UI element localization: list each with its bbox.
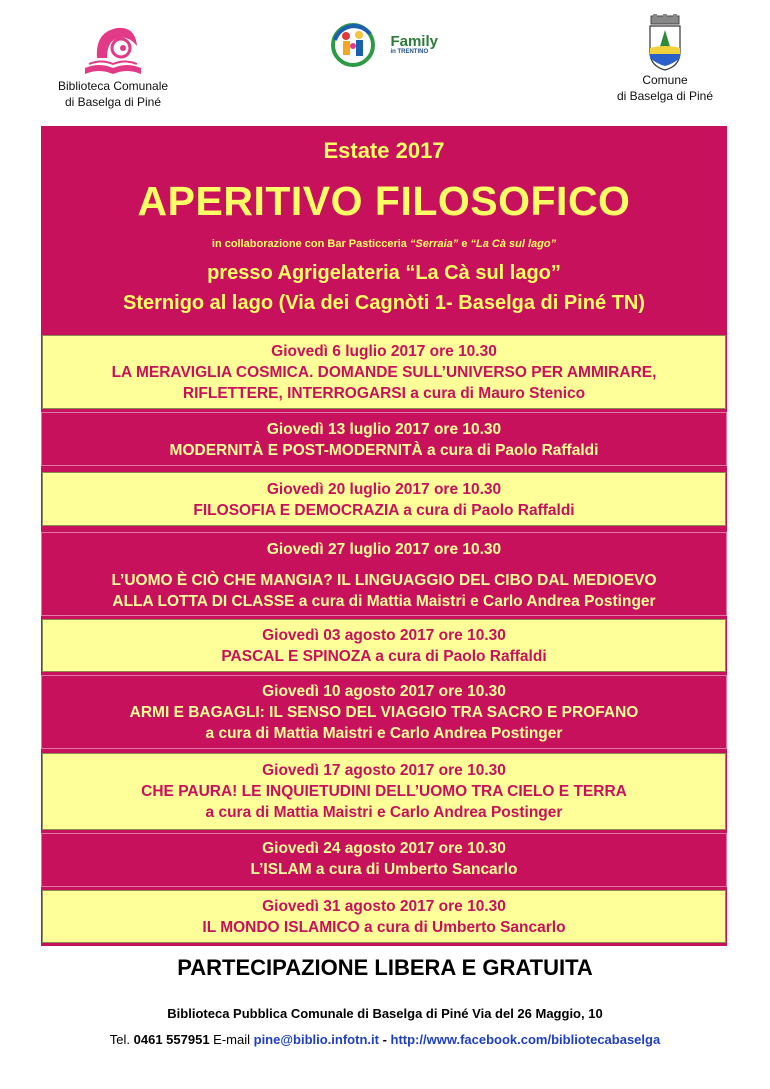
collaboration-note [41,238,727,250]
event-date: Giovedì 10 agosto 2017 ore 10.30 [262,683,506,700]
municipality-logo-line1: Comune [642,73,688,87]
event-date: Giovedì 6 luglio 2017 ore 10.30 [271,343,497,360]
collab-mid: e [458,238,471,250]
event-date: Giovedì 20 luglio 2017 ore 10.30 [266,481,502,498]
event-title-line: L’UOMO È CIÒ CHE MANGIA? IL LINGUAGGIO DEL CIBO DAL MEDIOEVO [111,572,657,589]
poster-panel [41,126,727,946]
event-title-line: RIFLETTERE, INTERROGARSI a cura di Mauro Stenico [182,385,586,402]
event-title-line: PASCAL E SPINOZA a cura di Paolo Raffaldi [221,648,547,665]
phone-number: 0461 557951 [133,1032,210,1047]
event-title-line: CHE PAURA! LE INQUIETUDINI DELL’UOMO TRA CIELO E TERRA [141,783,627,800]
poster-title: APERITIVO FILOSOFICO [137,178,631,224]
event-date: Giovedì 03 agosto 2017 ore 10.30 [262,627,506,644]
event-card [41,675,727,749]
event-card [42,753,726,830]
collab-prefix: in collaborazione con Bar Pasticceria [211,238,410,250]
library-logo-line2: di Baselga di Piné [64,95,162,109]
municipality-logo-line2: di Baselga di Piné [616,89,714,103]
event-title-line: IL MONDO ISLAMICO a cura di Umberto Sancarlo [202,919,566,936]
tel-label: Tel. [109,1032,134,1047]
coat-of-arms-icon [645,14,685,72]
event-title-line: MODERNITÀ E POST-MODERNITÀ a cura di Paolo Raffaldi [169,442,599,459]
email-link[interactable]: pine@biblio.infotn.it [253,1032,379,1047]
contact-line [0,1032,770,1047]
email-label: E-mail [209,1032,254,1047]
event-date: Giovedì 31 agosto 2017 ore 10.30 [262,898,506,915]
participation-note: PARTECIPAZIONE LIBERA E GRATUITA [177,955,593,980]
event-card [42,335,726,409]
event-card [42,472,726,526]
event-date: Giovedì 13 luglio 2017 ore 10.30 [266,421,502,438]
family-trentino-icon [330,20,376,70]
event-title-line: FILOSOFIA E DEMOCRAZIA a cura di Paolo Raffaldi [193,502,575,519]
event-date: Giovedì 24 agosto 2017 ore 10.30 [262,840,506,857]
season-heading: Estate 2017 [323,138,445,163]
municipality-logo [600,14,730,104]
event-date: Giovedì 27 luglio 2017 ore 10.30 [266,541,502,558]
family-logo-sub: in TRENTINO [390,49,429,55]
family-trentino-logo [318,20,438,70]
event-card [41,833,727,887]
library-address: Biblioteca Pubblica Comunale di Baselga di Piné Via del 26 Maggio, 10 [167,1006,603,1021]
event-card [41,412,727,466]
event-card [42,890,726,943]
venue-address: Sternigo al lago (Via dei Cagnòti 1- Baselga di Piné TN) [123,292,645,314]
event-title-line: LA MERAVIGLIA COSMICA. DOMANDE SULL’UNIVERSO PER AMMIRARE, [111,364,657,381]
venue: presso Agrigelateria “La Cà sul lago” [207,262,561,284]
contact-separator: - [378,1032,391,1047]
facebook-link[interactable]: http://www.facebook.com/bibliotecabaselga [390,1032,661,1047]
family-logo-word: Family [390,33,438,50]
event-card [41,532,727,616]
collab-name-serraia: “Serraia” [409,238,459,250]
library-logo [38,22,188,110]
event-card [42,619,726,672]
event-title-line: L’ISLAM a cura di Umberto Sancarlo [250,861,518,878]
event-title-line: ARMI E BAGAGLI: IL SENSO DEL VIAGGIO TRA SACRO E PROFANO [129,704,639,721]
library-book-icon [77,22,149,78]
library-logo-line1: Biblioteca Comunale [57,79,169,93]
collab-name-ca-sul-lago: “La Cà sul lago” [470,238,557,250]
event-date: Giovedì 17 agosto 2017 ore 10.30 [262,762,506,779]
event-title-line: a cura di Mattia Maistri e Carlo Andrea Postinger [205,804,563,821]
event-title-line: ALLA LOTTA DI CLASSE a cura di Mattia Maistri e Carlo Andrea Postinger [112,593,656,610]
event-title-line: a cura di Mattia Maistri e Carlo Andrea Postinger [205,725,563,742]
